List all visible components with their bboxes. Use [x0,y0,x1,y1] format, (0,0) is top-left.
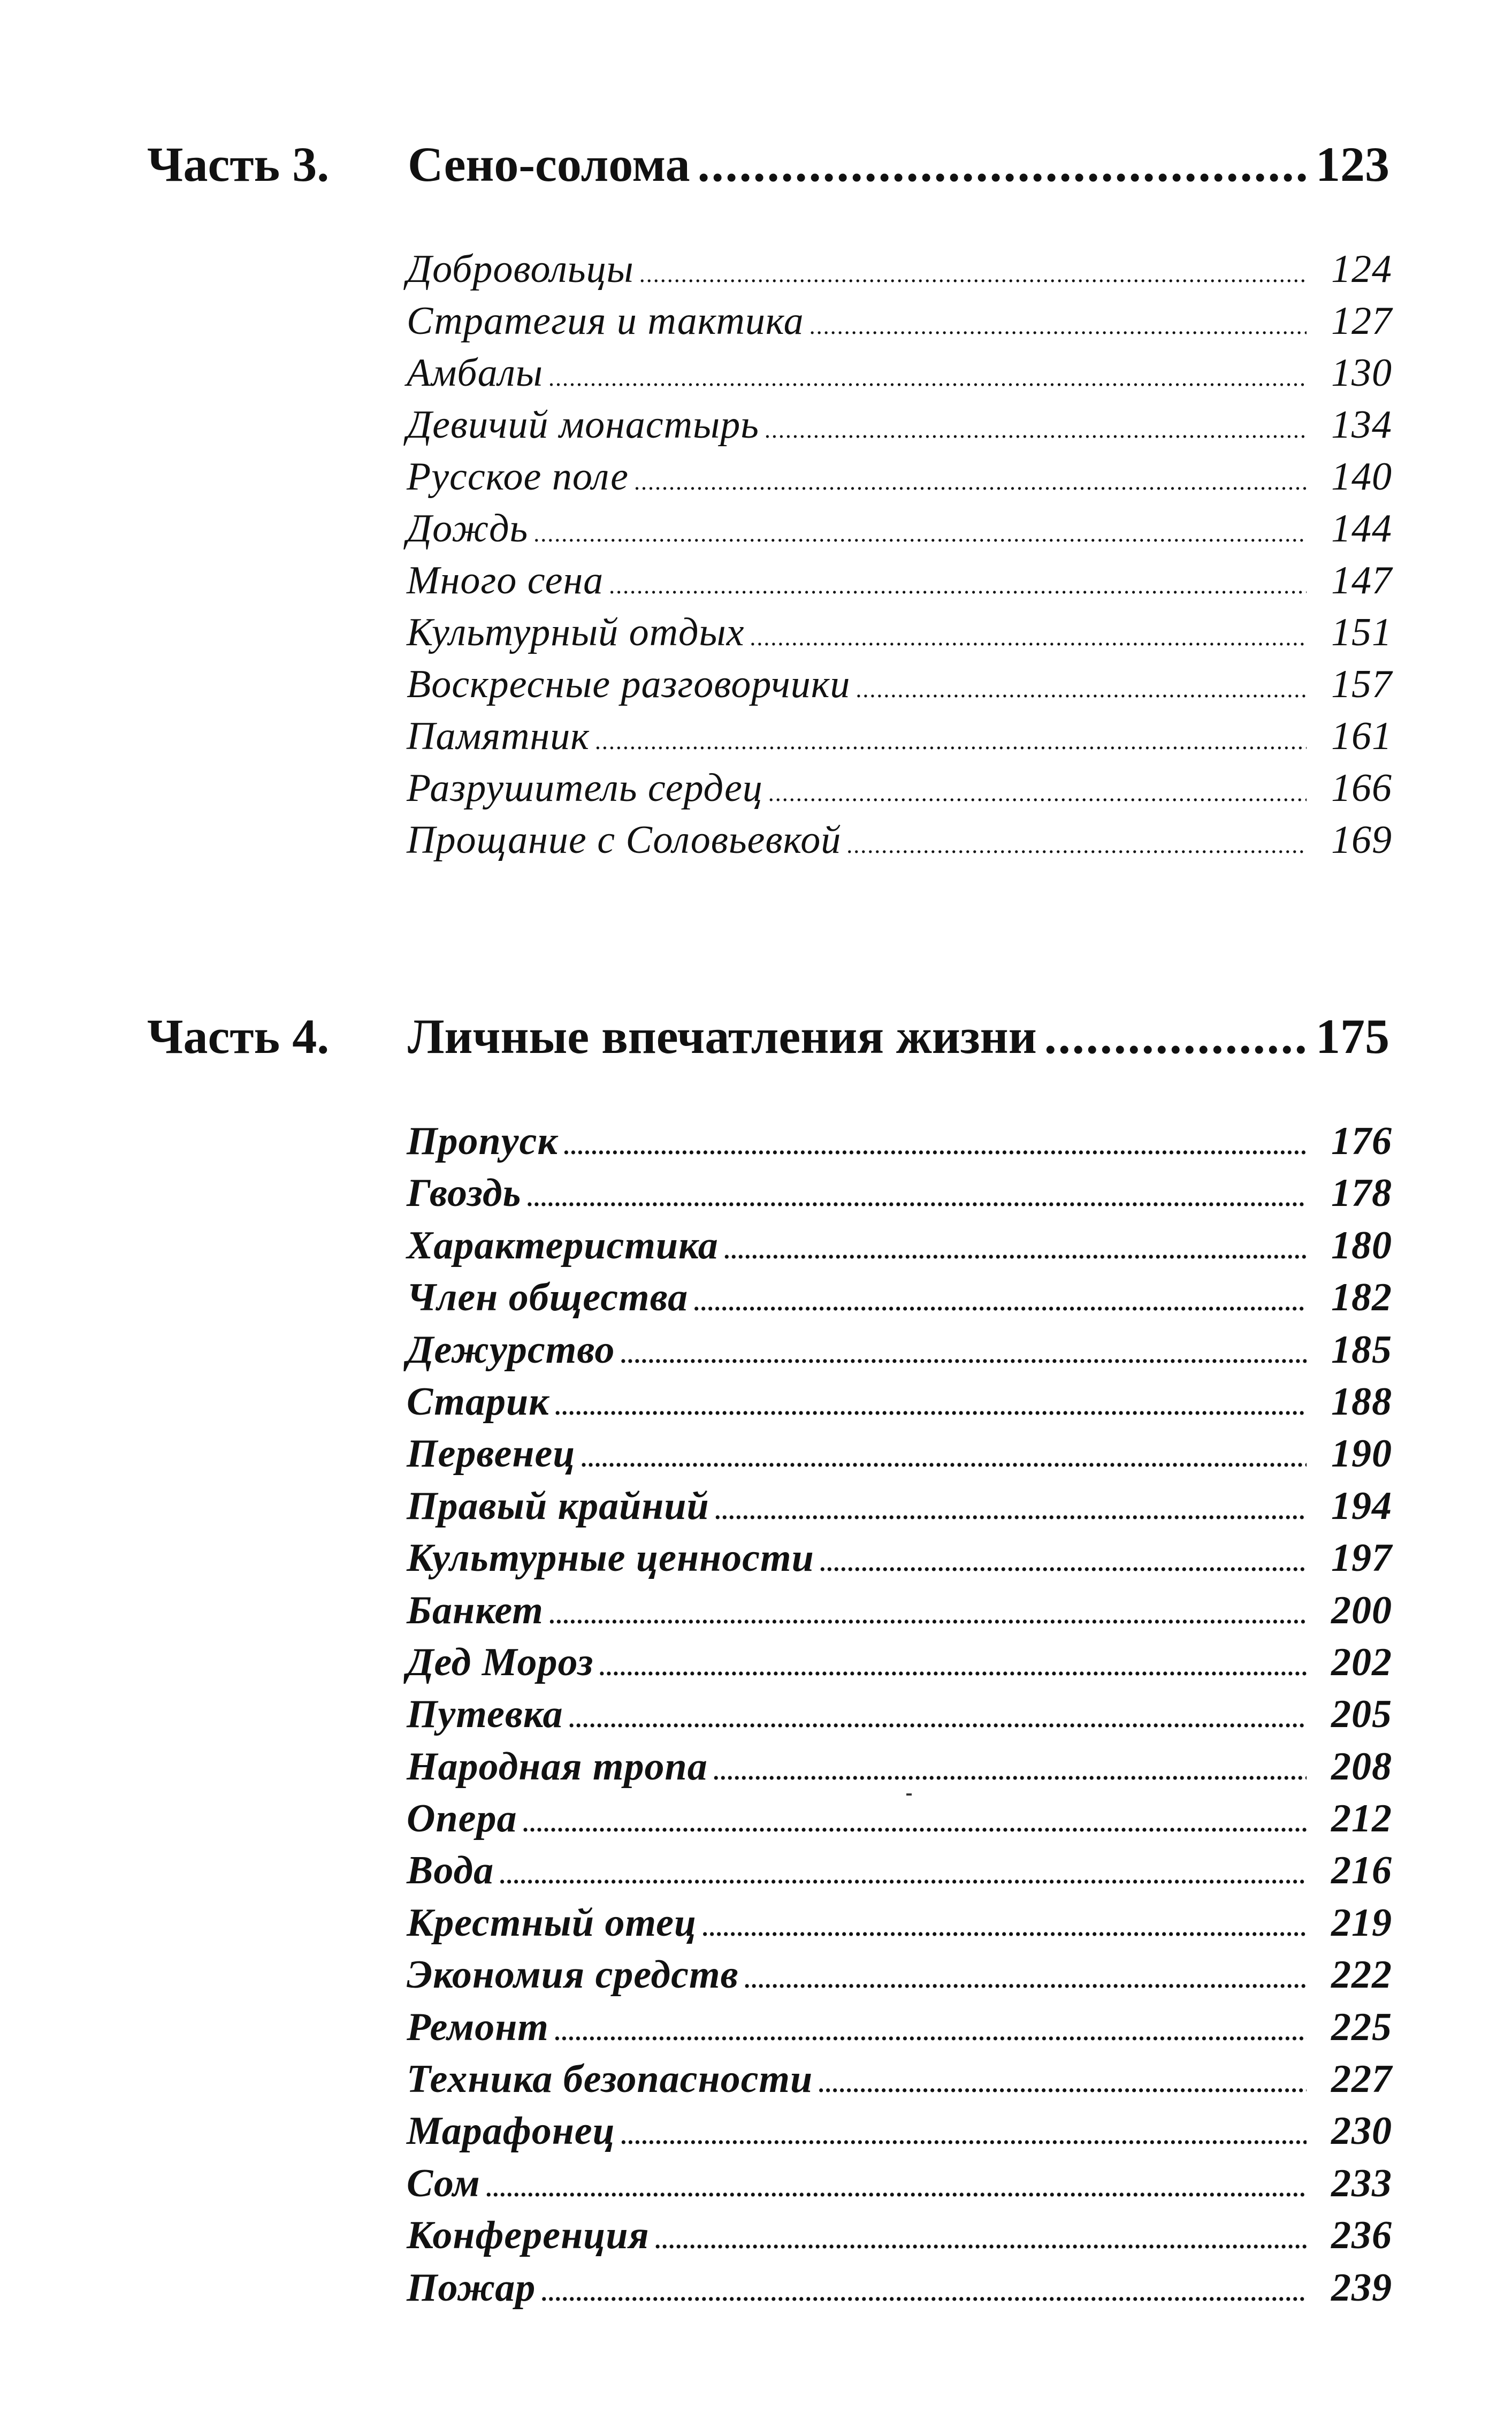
toc-entry [407,1585,1392,1637]
dot-leader [750,612,1307,663]
toc-entry [407,2158,1392,2210]
chapter-title: Опера [407,1797,517,1841]
chapter-page-number: 205 [1331,1692,1392,1737]
chapter-page-number: 134 [1331,403,1392,447]
chapter-title: Прощание с Соловьевкой [407,818,842,862]
chapter-page-number: 169 [1331,818,1392,862]
dot-leader [620,1329,1307,1381]
chapter-title: Много сена [407,559,604,602]
chapter-page-number: 140 [1331,455,1392,499]
chapter-page-number: 212 [1331,1797,1392,1841]
part-label: Часть 4. [147,1009,330,1064]
toc-entry [407,1272,1392,1324]
chapter-title: Воскресные разговорчики [407,662,851,706]
chapter-title: Вода [407,1849,494,1893]
toc-entry [407,347,1392,399]
toc-entry [407,1480,1392,1532]
part-3-section [0,126,1512,862]
chapter-page-number: 216 [1331,1849,1392,1893]
print-speck [906,1793,912,1796]
dot-leader [713,1746,1307,1798]
chapter-page-number: 194 [1331,1484,1392,1528]
chapter-page-number: 144 [1331,507,1392,551]
chapter-title: Гвоздь [407,1171,522,1216]
dot-leader [655,2214,1307,2266]
chapter-page-number: 222 [1331,1953,1392,1997]
toc-entry [407,607,1392,659]
chapter-title: Экономия средств [407,1953,739,1997]
chapter-title: Добровольцы [407,247,634,291]
chapter-title: Конференция [407,2213,650,2258]
chapter-page-number: 202 [1331,1640,1392,1684]
toc-entry [407,762,1392,814]
dot-leader [569,1693,1307,1745]
dot-leader [768,767,1307,819]
chapter-title: Пропуск [407,1119,558,1163]
chapter-page-number: 236 [1331,2213,1392,2258]
chapter-page-number: 182 [1331,1276,1392,1320]
dot-leader [1044,998,1308,1075]
toc-entry [407,1220,1392,1272]
dot-leader [744,1954,1307,2006]
toc-entry [407,1167,1392,1219]
chapter-page-number: 127 [1331,299,1392,343]
chapter-title: Марафонец [407,2109,615,2153]
toc-entry [407,814,1392,866]
dot-leader [693,1277,1307,1328]
toc-entry [407,2053,1392,2105]
dot-leader [595,715,1307,767]
dot-leader [599,1641,1307,1693]
dot-leader [522,1798,1307,1850]
part-label: Часть 3. [147,137,330,192]
chapter-page-number: 230 [1331,2109,1392,2153]
dot-leader [499,1850,1307,1901]
toc-entry [407,295,1392,347]
chapter-page-number: 147 [1331,559,1392,602]
chapter-page-number: 166 [1331,766,1392,810]
toc-entry [407,2002,1392,2053]
chapter-title: Девичий монастырь [407,403,759,447]
toc-entry [407,1897,1392,1949]
chapter-list [407,1116,1392,2314]
toc-entry [407,1428,1392,1480]
chapter-page-number: 227 [1331,2057,1392,2102]
toc-entry [407,399,1392,451]
chapter-title: Характеристика [407,1223,719,1267]
dot-leader [724,1225,1307,1277]
dot-leader [486,2163,1307,2214]
toc-entry [407,1793,1392,1845]
toc-entry [407,555,1392,607]
part-page-number: 175 [1316,1009,1389,1064]
toc-entry [407,659,1392,711]
part-title: Сено-солома [408,137,690,192]
toc-entry [407,2105,1392,2157]
chapter-title: Дежурство [407,1327,615,1372]
chapter-title: Старик [407,1379,549,1424]
toc-entry [407,1949,1392,2001]
dot-leader [526,1172,1307,1224]
chapter-title: Крестный отец [407,1900,697,1945]
dot-leader [639,248,1307,300]
toc-entry [407,451,1392,503]
toc-entry [407,503,1392,555]
toc-entry [407,2262,1392,2314]
toc-entry [407,2210,1392,2262]
chapter-page-number: 188 [1331,1379,1392,1424]
dot-leader [541,2267,1307,2319]
dot-leader [634,456,1307,508]
chapter-title: Член общества [407,1276,689,1320]
dot-leader [846,819,1307,871]
chapter-title: Сом [407,2161,480,2205]
chapter-title: Путевка [407,1692,563,1737]
part-4-section [0,998,1512,2310]
dot-leader [533,508,1307,560]
chapter-title: Стратегия и тактика [407,299,804,343]
chapter-page-number: 157 [1331,662,1392,706]
dot-leader [818,2058,1307,2110]
chapter-title: Русское поле [407,455,629,499]
chapter-page-number: 200 [1331,1588,1392,1632]
chapter-title: Разрушитель сердец [407,766,763,810]
chapter-title: Банкет [407,1588,544,1632]
toc-entry [407,1637,1392,1689]
part-page-number: 123 [1316,137,1389,192]
chapter-page-number: 178 [1331,1171,1392,1216]
toc-entry [407,1689,1392,1740]
chapter-page-number: 219 [1331,1900,1392,1945]
chapter-title: Ремонт [407,2005,549,2049]
dot-leader [702,1902,1307,1954]
dot-leader [765,404,1307,456]
part-title-row [408,998,1389,1075]
chapter-page-number: 208 [1331,1744,1392,1789]
chapter-title: Дождь [407,507,529,551]
chapter-title: Культурные ценности [407,1536,814,1580]
dot-leader [621,2110,1307,2162]
chapter-title: Амбалы [407,351,544,395]
chapter-page-number: 185 [1331,1327,1392,1372]
chapter-title: Первенец [407,1432,576,1476]
chapter-page-number: 197 [1331,1536,1392,1580]
chapter-title: Памятник [407,714,590,758]
chapter-page-number: 161 [1331,714,1392,758]
chapter-title: Пожар [407,2265,536,2310]
dot-leader [609,560,1307,612]
chapter-title: Народная тропа [407,1744,708,1789]
part-title: Личные впечатления жизни [408,1009,1037,1064]
dot-leader [549,1590,1307,1641]
chapter-page-number: 233 [1331,2161,1392,2205]
toc-entry [407,1376,1392,1428]
part-title-row [408,126,1389,203]
toc-entry [407,1741,1392,1793]
chapter-title: Дед Мороз [407,1640,594,1684]
part-heading [0,126,1512,203]
chapter-page-number: 239 [1331,2265,1392,2310]
chapter-page-number: 130 [1331,351,1392,395]
dot-leader [698,126,1308,203]
dot-leader [715,1485,1307,1537]
toc-entry [407,711,1392,762]
toc-entry [407,243,1392,295]
chapter-title: Правый крайний [407,1484,709,1528]
dot-leader [820,1537,1307,1589]
dot-leader [554,2006,1307,2058]
part-heading [0,998,1512,1075]
chapter-title: Культурный отдых [407,610,745,654]
chapter-page-number: 225 [1331,2005,1392,2049]
dot-leader [555,1381,1307,1433]
chapter-page-number: 180 [1331,1223,1392,1267]
chapter-page-number: 176 [1331,1119,1392,1163]
chapter-page-number: 124 [1331,247,1392,291]
dot-leader [856,663,1307,715]
toc-entry [407,1532,1392,1584]
chapter-page-number: 190 [1331,1432,1392,1476]
dot-leader [548,352,1307,404]
toc-entry [407,1116,1392,1167]
toc-entry [407,1324,1392,1376]
dot-leader [581,1433,1307,1485]
toc-entry [407,1845,1392,1897]
chapter-page-number: 151 [1331,610,1392,654]
dot-leader [810,300,1307,352]
chapter-title: Техника безопасности [407,2057,813,2102]
chapter-list [407,243,1392,866]
dot-leader [563,1120,1307,1172]
